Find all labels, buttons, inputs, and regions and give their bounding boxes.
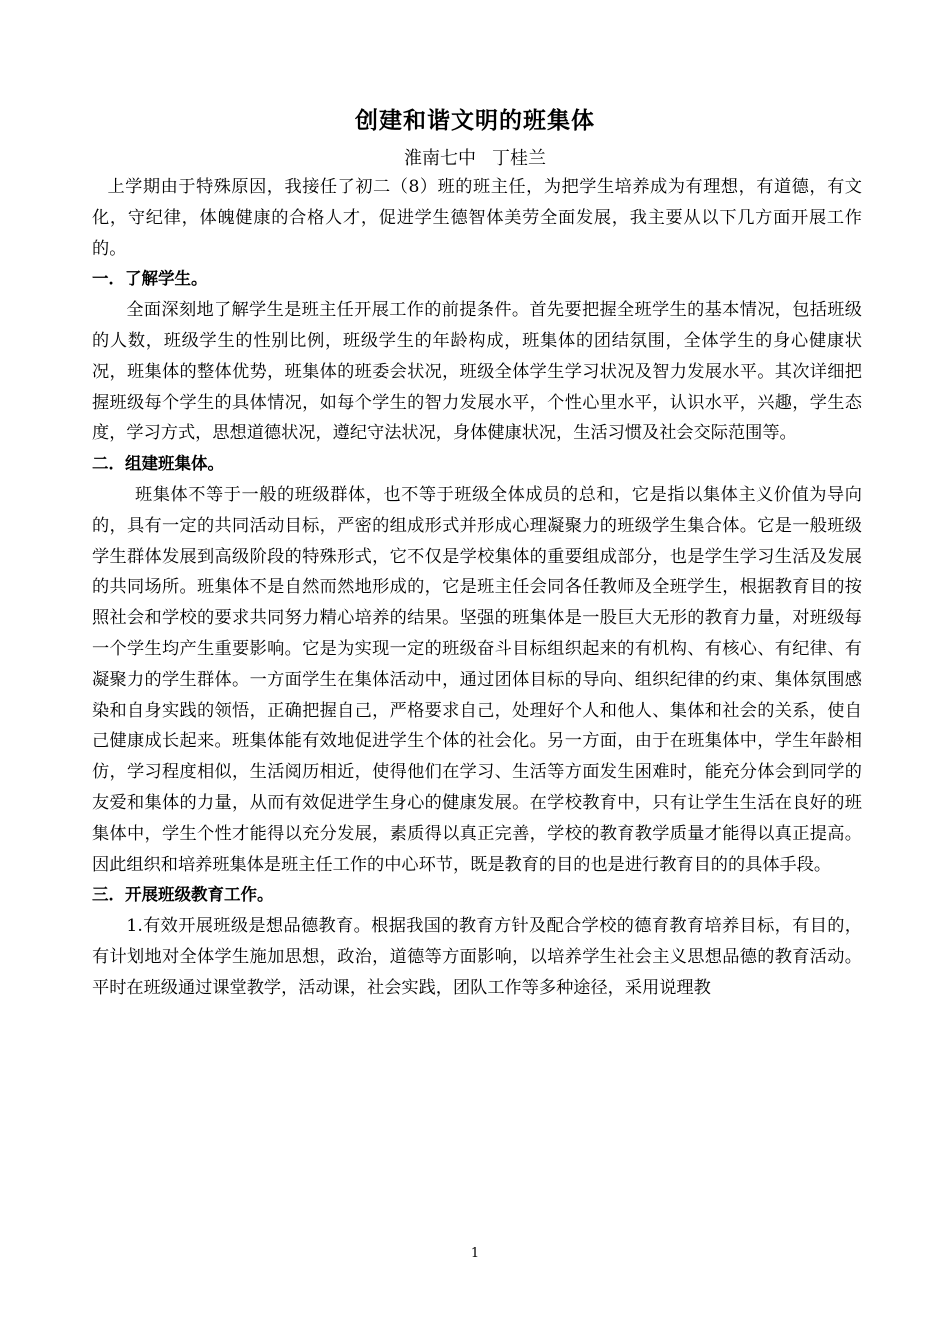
section-paragraph-class-education: 1.有效开展班级是想品德教育。根据我国的教育方针及配合学校的德育教育培养目标，有目的，有计划地对全体学生施加思想，政治，道德等方面影响，以培养学生社会主义思想品德的教育活动。平时在班级通过课堂教学，活动课，社会实践，团队工作等多种途径，采用说理教 <box>92 916 862 998</box>
page-number: 1 <box>470 1246 480 1261</box>
section-heading-build-class: 二．组建班集体。 <box>92 454 224 474</box>
author-name: 丁桂兰 <box>492 148 546 169</box>
document-body <box>92 172 862 1004</box>
author-line <box>0 146 950 172</box>
section-paragraph-build-class: 班集体不等于一般的班级群体，也不等于班级全体成员的总和，它是指以集体主义价值为导向的，具有一定的共同活动目标，严密的组成形式并形成心理凝聚力的班级学生集合体。它是一般班级学生群体发展到高级阶段的特殊形式，它不仅是学校集体的重要组成部分，也是学生学习生活及发展的共同场所。班集体不是自然而然地形成的，它是班主任会同各任教师及全班学生，根据教育目的按照社会和学校的要求共同努力精心培养的结果。坚强的班集体是一股巨大无形的教育力量，对班级每一个学生均产生重要影响。它是为实现一定的班级奋斗目标组织起来的有机构、有核心、有纪律、有凝聚力的学生群体。一方面学生在集体活动中，通过团体目标的导向、组织纪律的约束、集体氛围感染和自身实践的领悟，正确把握自己，严格要求自己，处理好个人和他人、集体和社会的关系，使自己健康成长起来。班集体能有效地促进学生个体的社会化。另一方面，由于在班集体中，学生年龄相仿，学习程度相似，生活阅历相近，使得他们在学习、生活等方面发生困难时，能充分体会到同学的友爱和集体的力量，从而有效促进学生身心的健康发展。在学校教育中，只有让学生生活在良好的班集体中，学生个性才能得以充分发展，素质得以真正完善，学校的教育教学质量才能得以真正提高。因此组织和培养班集体是班主任工作的中心环节，既是教育的目的也是进行教育目的的具体手段。 <box>92 484 862 875</box>
document-title: 创建和谐文明的班集体 <box>355 108 595 134</box>
intro-paragraph: 上学期由于特殊原因，我接任了初二（8）班的班主任，为把学生培养成为有理想，有道德，有文化，守纪律，体魄健康的合格人才，促进学生德智体美劳全面发展，我主要从以下几方面开展工作的。 <box>92 177 862 259</box>
author-school: 淮南七中 <box>404 148 476 169</box>
section-heading-class-education: 三．开展班级教育工作。 <box>92 885 274 905</box>
section-heading-understand-students: 一．了解学生。 <box>92 269 208 289</box>
section-paragraph-understand-students: 全面深刻地了解学生是班主任开展工作的前提条件。首先要把握全班学生的基本情况，包括班级的人数，班级学生的性别比例，班级学生的年龄构成，班集体的团结氛围，全体学生的身心健康状况，班集体的整体优势，班集体的班委会状况，班级全体学生学习状况及智力发展水平。其次详细把握班级每个学生的具体情况，如每个学生的智力发展水平，个性心里水平，认识水平，兴趣，学生态度，学习方式，思想道德状况，遵纪守法状况，身体健康状况，生活习惯及社会交际范围等。 <box>92 300 862 444</box>
